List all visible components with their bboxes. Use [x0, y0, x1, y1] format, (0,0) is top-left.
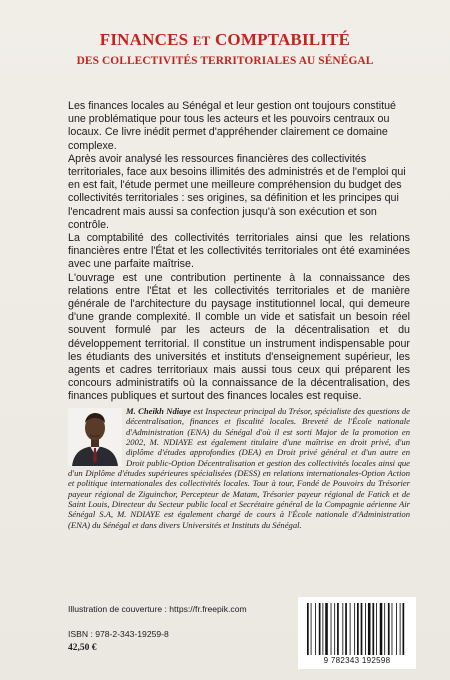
- title-word-et: ET: [192, 33, 211, 48]
- author-name: M. Cheikh Ndiaye: [126, 406, 192, 416]
- barcode-bar: [357, 603, 359, 655]
- barcode-bar: [384, 603, 385, 655]
- isbn: ISBN : 978-2-343-19259-8: [68, 629, 169, 639]
- barcode-bar: [376, 603, 377, 655]
- barcode-bar: [361, 603, 363, 655]
- barcode-bar: [331, 603, 332, 655]
- title-word-finances: FINANCES: [99, 30, 189, 49]
- barcode-bar: [345, 603, 347, 655]
- barcode-bar: [322, 603, 323, 655]
- book-subtitle: DES COLLECTIVITÉS TERRITORIALES AU SÉNÉGAL: [76, 55, 374, 67]
- barcode-bar: [380, 603, 383, 655]
- barcode-bar: [315, 603, 316, 655]
- barcode-bar: [307, 603, 309, 655]
- title-word-comptabilite: COMPTABILITÉ: [214, 30, 351, 49]
- barcode-bar: [365, 603, 366, 655]
- barcode-bar: [403, 603, 405, 655]
- barcode-bar: [354, 603, 355, 655]
- photo-spacer: [68, 406, 126, 466]
- illustration-credit: Illustration de couverture : https://fr.freepik.com: [68, 604, 247, 614]
- barcode-bar: [334, 603, 335, 655]
- barcode-bar: [400, 603, 401, 655]
- book-title: [0, 30, 450, 50]
- price: 42,50 €: [68, 643, 97, 653]
- barcode-bar: [311, 603, 312, 655]
- barcode-bar: [396, 603, 397, 655]
- summary-paragraph-3: La comptabilité des collectivités territoriales ainsi que les relations financières entre l'État et les collectivités territoriales ont été examinées avec une parfaite maîtrise.: [68, 232, 410, 271]
- barcode-bar: [372, 603, 374, 655]
- barcode-bar: [388, 603, 390, 655]
- author-bio: [68, 406, 410, 530]
- summary-text: [68, 100, 410, 404]
- barcode-bar: [325, 603, 328, 655]
- barcode-bar: [368, 603, 371, 655]
- barcode-bar: [337, 603, 339, 655]
- barcode-digits: 9 782343 192598: [323, 656, 391, 665]
- summary-paragraph-2: Après avoir analysé les ressources financières des collectivités territoriales, face aux besoins illimités des administrés et de l'emploi qui en est fait, l'étude permet une meilleure compréhension du budget des collectivités territoriales : ses origines, sa définition et les principes qui l'encadrent mais aussi sa confection jusqu'à son exécution et son contrôle.: [68, 152, 406, 231]
- barcode-bar: [342, 603, 343, 655]
- barcode-bar: [319, 603, 321, 655]
- barcode-bar: [392, 603, 393, 655]
- author-bio-text: est Inspecteur principal du Trésor, spécialiste des questions de décentralisation, finances et fiscalité locales. Breveté de l'École nationale d'Administration (ENA) du Sénégal d'où il est sorti Major de la promotion en 2002, M. NDIAYE est également titulaire d'une maîtrise en droit privé, d'un diplôme d'études approfondies (DEA) en Droit privé général et d'un autre en Droit public-Option Décentralisation et gestion des collectivités locales ainsi que d'un Diplôme d'études supérieures spécialisées (DESS) en relations internationales-Option Action et politique internationales des collectivités locales. Tour à tour, Fondé de Pouvoirs du Trésorier payeur régional de Ziguinchor, Percepteur de Matam, Trésorier payeur régional de Fatick et de Saint Louis, Directeur du Secteur public local et Secrétaire général de la Compagnie aérienne Air Sénégal S.A, M. NDIAYE est également chargé de cours à l'École nationale d'Administration (ENA) du Sénégal et dans divers Universités et Instituts du Sénégal.: [68, 406, 410, 530]
- summary-paragraph-4: L'ouvrage est une contribution pertinente à la connaissance des relations entre l'État et les collectivités territoriales et de manière générale de l'architecture du paysage institutionnel local, qui demeure d'une grande complexité. Il comble un vide et satisfait un besoin réel souvent formulé par les acteurs de la décentralisation et du développement territorial. Il constitue un instrument indispensable pour les étudiants des universités et instituts d'enseignement supérieur, les agents et cadres territoriaux mais aussi tous ceux qui préparent les concours administratifs où la connaissance de la décentralisation, des finances publiques et surtout des finances locales est requise.: [68, 271, 410, 403]
- barcode-bar: [350, 603, 351, 655]
- summary-paragraph-1: Les finances locales au Sénégal et leur gestion ont toujours constitué une problématique pour tous les acteurs et les pouvoirs centraux ou locaux. Ce livre inédit permet d'appréhender clairement ce domaine complexe.: [68, 100, 396, 152]
